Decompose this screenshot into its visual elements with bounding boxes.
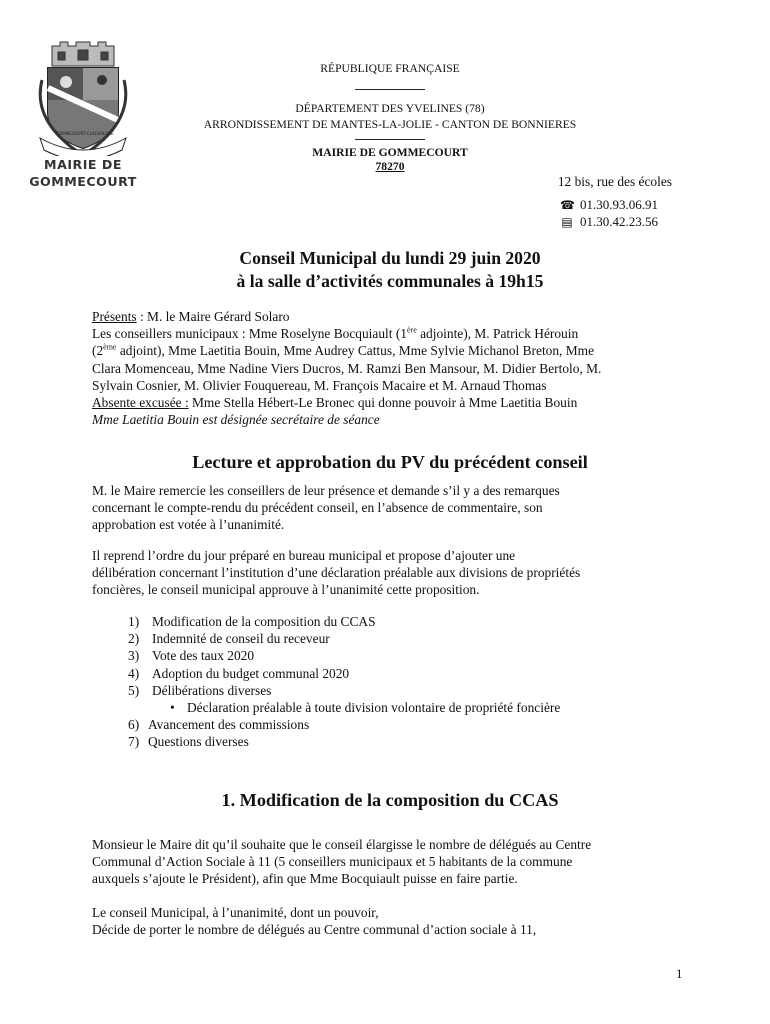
text-line: approbation est votée à l’unanimité. <box>92 517 285 533</box>
section-heading-ccas: 1. Modification de la composition du CCAS <box>221 790 559 810</box>
text-line: Il reprend l’ordre du jour préparé en bureau municipal et propose d’ajouter une <box>92 548 516 563</box>
list-text: Délibérations diverses <box>152 682 272 698</box>
text-part: adjoint), Mme Laetitia Bouin, Mme Audrey Cattus, Mme Sylvie Michanol Breton, Mme <box>116 343 595 359</box>
text-line: concernant le compte-rendu du précédent conseil, en l’absence de commentaire, son <box>92 500 543 516</box>
list-item <box>128 665 560 682</box>
present-label: Présents <box>92 309 137 324</box>
absent-text: Mme Stella Hébert-Le Bronec qui donne pouvoir à Mme Laetitia Bouin <box>188 395 578 411</box>
list-item <box>128 733 560 750</box>
fax-line <box>560 214 658 230</box>
header-republique: RÉPUBLIQUE FRANÇAISE <box>320 62 460 75</box>
text-part: Les conseillers municipaux : Mme Roselyne Bocquiault (1 <box>92 326 407 342</box>
text-line: foncières, le conseil municipal approuve à l’unanimité cette proposition. <box>92 582 480 598</box>
pv-paragraph-2 <box>92 547 692 599</box>
phone-number: 01.30.93.06.91 <box>580 197 658 212</box>
text-line: auxquels s’ajoute le Président), afin que Mme Bocquiault puisse en faire partie. <box>92 871 518 887</box>
councillors-line <box>92 342 692 359</box>
text-line: Décide de porter le nombre de délégués au Centre communal d’action sociale à 11, <box>92 922 537 938</box>
title-line1: Conseil Municipal du lundi 29 juin 2020 <box>239 248 541 268</box>
list-subitem <box>128 699 560 716</box>
councillors-line: Sylvain Cosnier, M. Olivier Fouquereau, M. François Macaire et M. Arnaud Thomas <box>92 377 547 393</box>
list-number: 1) <box>128 614 140 629</box>
list-text: Vote des taux 2020 <box>152 648 255 664</box>
list-item <box>128 716 560 733</box>
address: 12 bis, rue des écoles <box>557 174 672 189</box>
text-line: Le conseil Municipal, à l’unanimité, dont un pouvoir, <box>92 905 379 920</box>
header-rule <box>355 139 425 140</box>
text-part: (2 <box>92 343 104 359</box>
text-part: adjointe), M. Patrick Hérouin <box>416 326 579 342</box>
list-text: Adoption du budget communal 2020 <box>152 665 350 681</box>
present-text: : M. le Maire Gérard Solaro <box>136 309 290 324</box>
fax-number: 01.30.42.23.56 <box>580 214 658 229</box>
secretary-line: Mme Laetitia Bouin est désignée secrétaire de séance <box>92 412 380 428</box>
absent-line <box>92 394 692 411</box>
text-line: délibération concernant l’institution d’une déclaration préalable aux divisions de propriétés <box>92 565 581 581</box>
list-item <box>128 630 560 647</box>
superscript: ème <box>103 342 117 352</box>
list-number: 4) <box>128 665 140 681</box>
page-title <box>90 247 690 293</box>
phone-icon: ☎ <box>560 198 575 212</box>
attendance-block <box>92 308 692 428</box>
list-number: 6) <box>128 717 140 733</box>
ccas-paragraph-2 <box>92 904 692 938</box>
logo-caption-line1: MAIRIE DE <box>44 157 122 172</box>
list-text: Déclaration préalable à toute division volontaire de propriété foncière <box>187 700 561 716</box>
logo-seal-text: COMMECOURT·CLACHALOZE <box>56 131 114 136</box>
postcode-text: 78270 <box>375 160 405 173</box>
agenda-list <box>128 613 560 751</box>
absent-label: Absente excusée : <box>92 395 189 411</box>
logo-caption-line2: GOMMECOURT <box>29 174 137 189</box>
phone-line <box>560 197 658 213</box>
fax-icon: ▤ <box>561 215 573 229</box>
list-number: 2) <box>128 631 140 647</box>
header-arrondissement: ARRONDISSEMENT DE MANTES-LA-JOLIE - CANTON DE BONNIERES <box>203 118 577 131</box>
text-line: M. le Maire remercie les conseillers de leur présence et demande s’il y a des remarques <box>92 483 560 498</box>
list-item <box>128 613 560 630</box>
header-departement: DÉPARTEMENT DES YVELINES (78) <box>295 102 485 115</box>
list-item <box>128 647 560 664</box>
bullet: • <box>170 700 175 716</box>
list-text: Indemnité de conseil du receveur <box>152 631 330 647</box>
title-line2: à la salle d’activités communales à 19h15 <box>236 271 544 291</box>
pv-paragraph-1 <box>92 482 692 534</box>
list-number: 3) <box>128 648 140 664</box>
councillors-line: Clara Momenceau, Mme Nadine Viers Ducros, M. Ramzi Ben Mansour, M. Didier Bertolo, M. <box>92 360 602 376</box>
councillors-line <box>92 325 692 342</box>
text-line: Monsieur le Maire dit qu’il souhaite que le conseil élargisse le nombre de délégués au Centre <box>92 837 592 852</box>
list-text: Modification de la composition du CCAS <box>152 614 376 629</box>
list-item <box>128 682 560 699</box>
header-mairie: MAIRIE DE GOMMECOURT <box>312 146 468 159</box>
list-number: 5) <box>128 682 140 698</box>
list-text: Avancement des commissions <box>148 717 310 733</box>
present-line <box>92 308 692 325</box>
list-number: 7) <box>128 734 140 750</box>
text-line: Communal d’Action Sociale à 11 (5 conseillers municipaux et 5 habitants de la commune <box>92 854 573 870</box>
superscript: ère <box>407 325 417 335</box>
header-postcode <box>150 160 630 173</box>
section-heading-pv: Lecture et approbation du PV du précédent conseil <box>192 452 588 472</box>
page-number: 1 <box>676 966 683 981</box>
logo-caption <box>18 156 148 190</box>
ccas-paragraph-1 <box>92 836 692 888</box>
list-text: Questions diverses <box>148 734 249 750</box>
header-rule <box>355 89 425 90</box>
